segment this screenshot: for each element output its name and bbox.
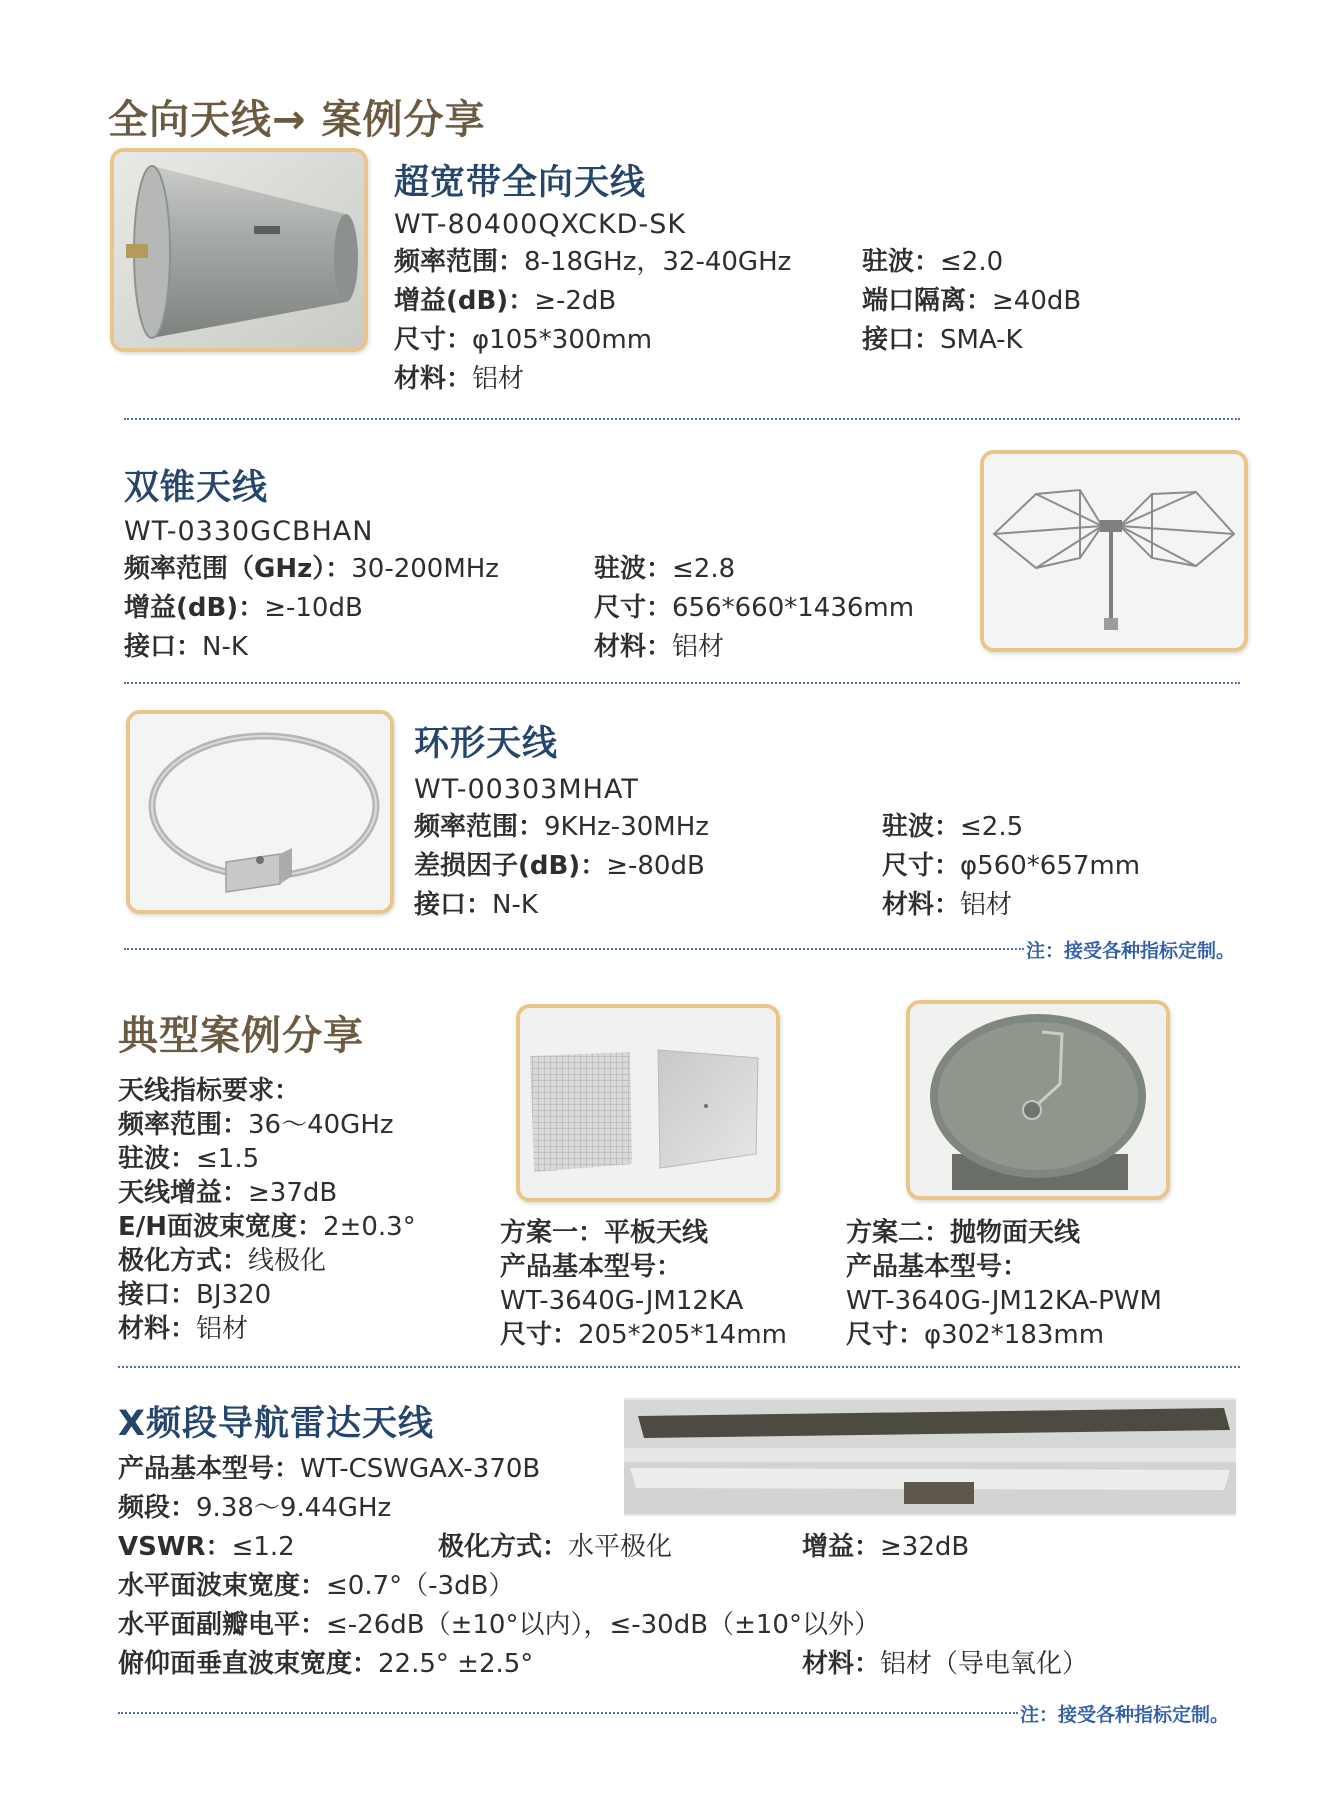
spec-row: 频率范围：9KHz-30MHz [414, 812, 709, 842]
divider [118, 1712, 1018, 1714]
divider [124, 682, 1240, 684]
model-loop: WT-00303MHAT [414, 774, 639, 805]
specs-bicone [124, 550, 934, 667]
section-title-cases: 典型案例分享 [118, 1013, 364, 1059]
radar-band: 频段：9.38～9.44GHz [118, 1493, 392, 1523]
plan2-model: WT-3640G-JM12KA-PWM [846, 1286, 1162, 1316]
requirement-row: 频率范围：36～40GHz [118, 1110, 394, 1140]
spec-row: 频率范围（GHz）：30-200MHz [124, 554, 499, 584]
spec-row: 频率范围：8-18GHz，32-40GHz [394, 247, 792, 277]
radar-gain: 增益：≥32dB [802, 1532, 970, 1562]
case-requirements [118, 1074, 416, 1346]
spec-row: 增益(dB)：≥-10dB [124, 593, 363, 623]
specs-omni [394, 243, 1182, 399]
plan1-title: 方案一：平板天线 [500, 1218, 709, 1248]
product-title-bicone: 双锥天线 [124, 468, 269, 508]
plan1-model-label: 产品基本型号： [500, 1252, 683, 1282]
spec-row: 尺寸：φ105*300mm [394, 325, 653, 355]
divider [118, 1366, 1240, 1368]
requirement-row: 极化方式：线极化 [118, 1246, 327, 1276]
plan1-size: 尺寸：205*205*14mm [500, 1320, 788, 1350]
loop-antenna-photo [126, 710, 394, 914]
spec-row: 尺寸：656*660*1436mm [594, 593, 915, 623]
bicone-antenna-photo [980, 450, 1248, 652]
divider [124, 948, 1024, 950]
requirement-row: 天线指标要求： [118, 1076, 301, 1106]
requirement-row: 接口：BJ320 [118, 1280, 272, 1310]
radar-material: 材料：铝材（导电氧化） [802, 1649, 1089, 1679]
plan1-model: WT-3640G-JM12KA [500, 1286, 744, 1316]
spec-row: 接口：N-K [414, 890, 538, 920]
product-title-loop: 环形天线 [414, 724, 559, 764]
model-bicone: WT-0330GCBHAN [124, 516, 374, 547]
spec-row: 接口：N-K [124, 632, 248, 662]
spec-row: 材料：铝材 [594, 632, 725, 662]
requirement-row: 天线增益：≥37dB [118, 1178, 338, 1208]
spec-row: 增益(dB)：≥-2dB [394, 286, 617, 316]
spec-row: 接口：SMA-K [862, 325, 1023, 355]
parabolic-antenna-photo [906, 1000, 1170, 1200]
plan1-caption [500, 1216, 787, 1352]
product-title-omni: 超宽带全向天线 [394, 163, 647, 203]
spec-row: 材料：铝材 [394, 364, 525, 394]
radar-v-beamwidth: 俯仰面垂直波束宽度：22.5° ±2.5° [118, 1649, 534, 1679]
radar-vswr: VSWR：≤1.2 [118, 1532, 295, 1562]
plan2-caption [846, 1216, 1162, 1352]
spec-row: 差损因子(dB)：≥-80dB [414, 851, 705, 881]
spec-row: 端口隔离：≥40dB [862, 286, 1082, 316]
radar-h-beamwidth: 水平面波束宽度：≤0.7°（-3dB） [118, 1571, 515, 1601]
product-title-radar: X频段导航雷达天线 [118, 1404, 434, 1444]
omni-antenna-photo [110, 148, 368, 352]
custom-note: 注：接受各种指标定制。 [1020, 1704, 1230, 1726]
model-omni: WT-80400QXCKD-SK [394, 209, 687, 240]
divider [124, 418, 1240, 420]
spec-row: 驻波：≤2.0 [862, 247, 1004, 277]
requirement-row: E/H面波束宽度：2±0.3° [118, 1212, 416, 1242]
spec-row: 驻波：≤2.8 [594, 554, 736, 584]
custom-note: 注：接受各种指标定制。 [1026, 940, 1236, 962]
flat-panel-antenna-photo [516, 1004, 780, 1202]
plan2-title: 方案二：抛物面天线 [846, 1218, 1081, 1248]
spec-row: 驻波：≤2.5 [882, 812, 1024, 842]
radar-polarization: 极化方式：水平极化 [438, 1532, 673, 1562]
spec-row: 材料：铝材 [882, 890, 1013, 920]
plan2-size: 尺寸：φ302*183mm [846, 1320, 1105, 1350]
radar-sidelobe: 水平面副瓣电平：≤-26dB（±10°以内），≤-30dB（±10°以外） [118, 1610, 880, 1640]
radar-model: 产品基本型号：WT-CSWGAX-370B [118, 1454, 541, 1484]
section-title-omni: 全向天线→ 案例分享 [108, 97, 486, 143]
spec-row: 尺寸：φ560*657mm [882, 851, 1141, 881]
specs-loop [414, 808, 1202, 925]
radar-antenna-photo [624, 1398, 1236, 1516]
requirement-row: 材料：铝材 [118, 1314, 249, 1344]
plan2-model-label: 产品基本型号： [846, 1252, 1029, 1282]
requirement-row: 驻波：≤1.5 [118, 1144, 260, 1174]
